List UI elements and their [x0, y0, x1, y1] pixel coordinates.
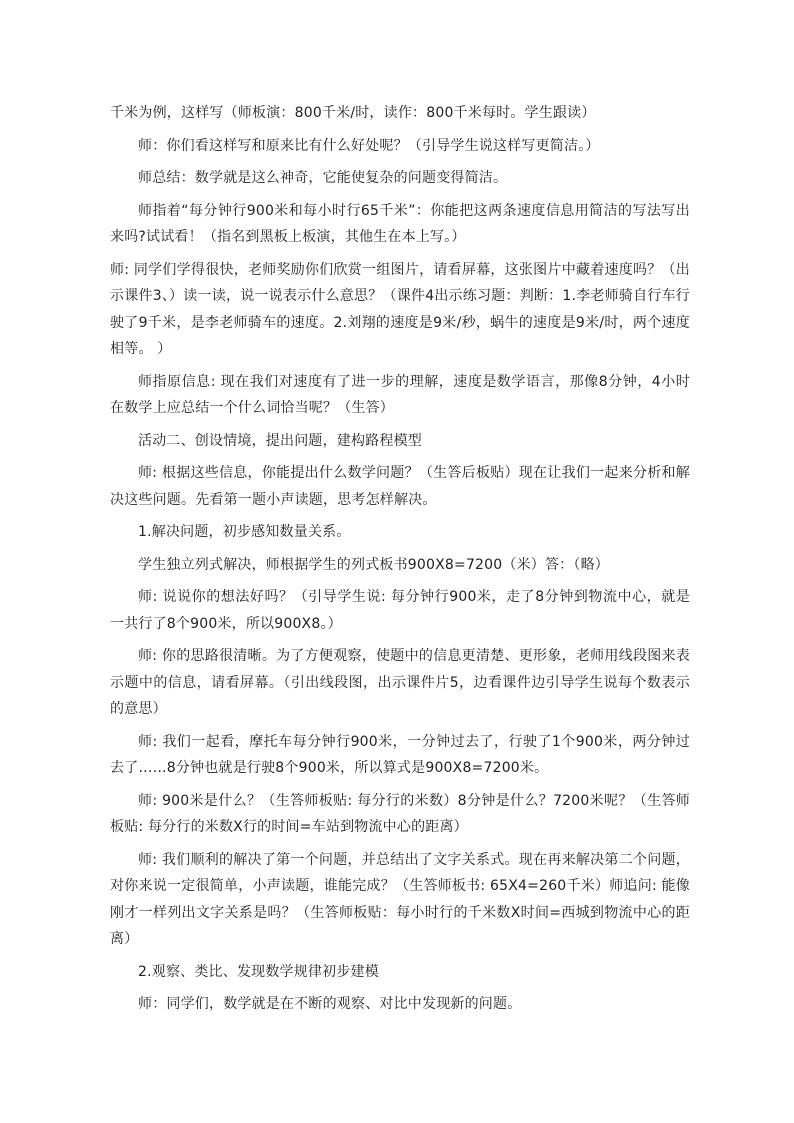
paragraph-2: 师：你们看这样写和原来比有什么好处呢？（引导学生说这样写更简洁。）	[138, 137, 600, 154]
paragraph-12: 师: 你的思路很清晰。为了方便观察，使题中的信息更清楚、更形象，老师用线段图来表示题中的信息，请看屏幕。（引出线段图，出示课件片5，边看课件边引导学生说每个数表示的意思）	[110, 648, 690, 717]
paragraph-4: 师指着“每分钟行900米和每小时行65千米”：你能把这两条速度信息用简洁的写法写出来吗?试试看！（指名到黑板上板演，其他生在本上写。）	[110, 202, 690, 245]
paragraph-13: 师: 我们一起看，摩托车每分钟行900米，一分钟过去了，行驶了1个900米，两分钟过去了……8分钟也就是行驶8个900米，所以算式是900X8=7200米。	[110, 733, 690, 776]
subheading-1: 1.解决问题，初步感知数量关系。	[138, 524, 351, 540]
paragraph-15: 师: 我们顺利的解决了第一个问题，并总结出了文字关系式。现在再来解决第二个问题，对你来说一定很简单，小声读题，谁能完成？（生答师板书: 65X4=260千米）师追问: 能像刚才一样列出文字关系是吗？（生答师板贴：每小时行的千米数X时间=西城到物流中心的距离）	[110, 851, 690, 947]
paragraph-11: 师: 说说你的想法好吗？（引导学生说: 每分钟行900米，走了8分钟到物流中心，就是一共行了8个900米，所以900X8。）	[110, 589, 690, 632]
paragraph-17: 师：同学们，数学就是在不断的观察、对比中发现新的问题。	[138, 996, 522, 1012]
paragraph-14: 师: 900米是什么？（生答师板贴: 每分行的米数）8分钟是什么？7200米呢？（生答师板贴: 每分行的米数X行的时间=车站到物流中心的距离）	[110, 792, 690, 835]
paragraph-1: 千米为例，这样写（师板演：800千米/时，读作：800千米每时。学生跟读）	[110, 105, 596, 121]
paragraph-3: 师总结：数学就是这么神奇，它能使复杂的问题变得简洁。	[138, 170, 508, 186]
paragraph-5: 师: 同学们学得很快，老师奖励你们欣赏一组图片，请看屏幕，这张图片中藏着速度吗？（出示课件3、）读一读，说一说表示什么意思？（课件4出示练习题：判断：1.李老师骑自行车行驶了9千米，是李老师骑车的速度。2.刘翔的速度是9米/秒，蜗牛的速度是9米/时，两个速度相等。 ）	[110, 261, 690, 357]
paragraph-10: 学生独立列式解决，师根据学生的列式板书900X8=7200（米）答：（略）	[138, 556, 609, 573]
paragraph-6: 师指原信息: 现在我们对速度有了进一步的理解，速度是数学语言，那像8分钟，4小时在数学上应总结一个什么词恰当呢？（生答）	[110, 373, 690, 416]
section-heading-activity-2: 活动二、创设情境，提出问题，建构路程模型	[138, 432, 422, 449]
subheading-2: 2.观察、类比、发现数学规律初步建模	[138, 963, 379, 980]
document-body	[110, 100, 690, 1024]
paragraph-8: 师: 根据这些信息，你能提出什么数学问题？（生答后板贴）现在让我们一起来分析和解决这些问题。先看第一题小声读题，思考怎样解决。	[110, 465, 690, 508]
